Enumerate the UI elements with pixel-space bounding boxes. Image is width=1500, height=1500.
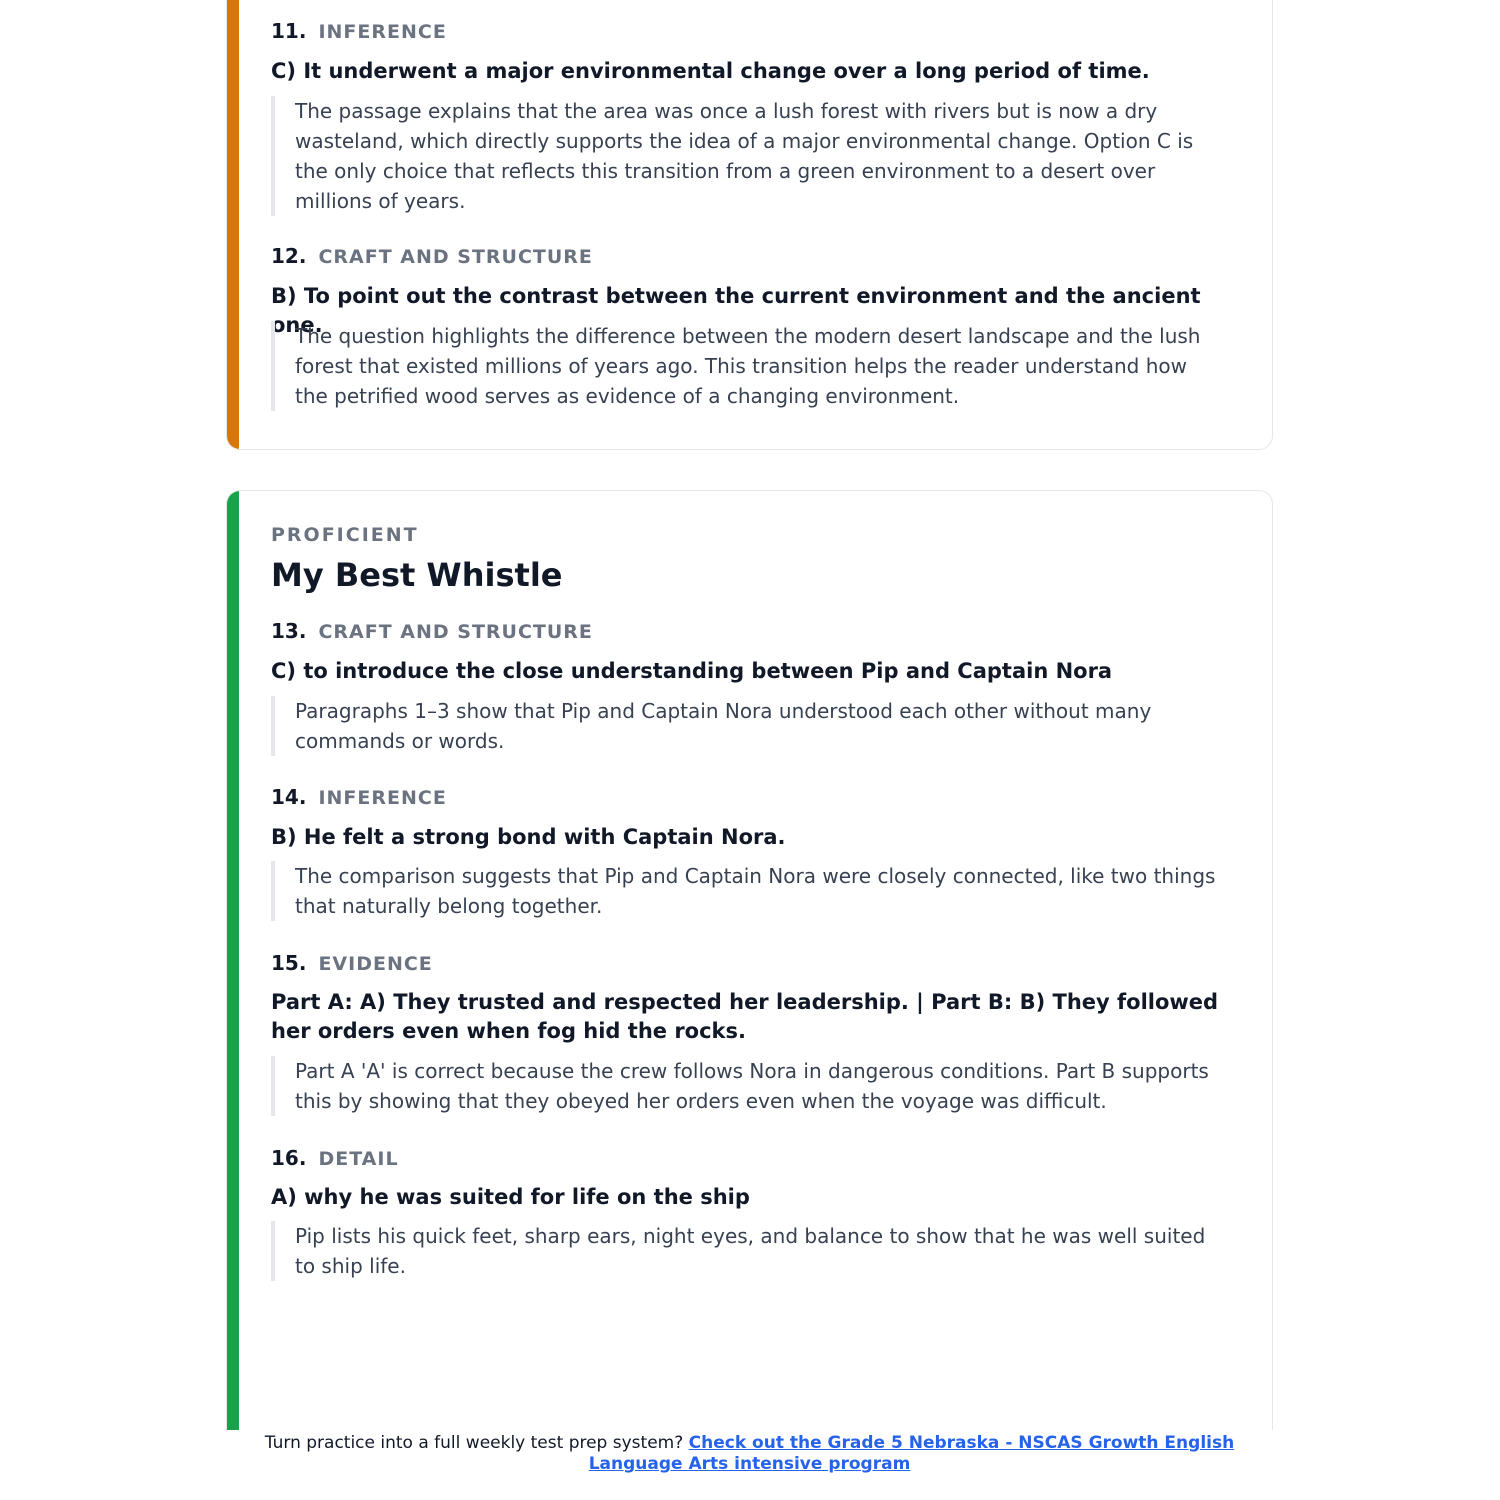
question-header-15 <box>271 951 433 975</box>
skill-label: INFERENCE <box>318 787 447 809</box>
answer-explanation: The comparison suggests that Pip and Captain Nora were closely connected, like two things that naturally belong together. <box>271 861 1225 921</box>
answer-text: B) To point out the contrast between the current environment and the ancient one. <box>271 284 1201 337</box>
answer-text: C) It underwent a major environmental change over a long period of time. <box>271 59 1150 83</box>
question-number: 11. <box>271 19 307 43</box>
answer-key-card-passage <box>226 490 1273 1430</box>
question-number: 12. <box>271 244 307 268</box>
passage-title: My Best Whistle <box>271 556 563 594</box>
question-number: 15. <box>271 951 307 975</box>
answer-text: C) to introduce the close understanding between Pip and Captain Nora <box>271 659 1113 683</box>
question-header-11 <box>271 19 447 43</box>
program-link[interactable]: Check out the Grade 5 Nebraska - NSCAS Growth English Language Arts intensive program <box>588 1433 1235 1474</box>
question-header-13 <box>271 619 593 643</box>
question-header-12 <box>271 244 593 268</box>
question-header-16 <box>271 1146 399 1170</box>
answer-text: Part A: A) They trusted and respected her leadership. | Part B: B) They followed her orders even when fog hid the rocks. <box>271 990 1219 1043</box>
skill-label: DETAIL <box>318 1148 399 1170</box>
footer-promo <box>226 1433 1273 1475</box>
question-number: 14. <box>271 785 307 809</box>
answer-explanation: Paragraphs 1–3 show that Pip and Captain Nora understood each other without many commands or words. <box>271 696 1225 756</box>
answer-explanation: Pip lists his quick feet, sharp ears, night eyes, and balance to show that he was well suited to ship life. <box>271 1221 1225 1281</box>
footer-text: Turn practice into a full weekly test prep system? <box>264 1433 684 1453</box>
skill-label: INFERENCE <box>318 21 447 43</box>
question-number: 16. <box>271 1146 307 1170</box>
answer-explanation: The passage explains that the area was once a lush forest with rivers but is now a dry wasteland, which directly supports the idea of a major environmental change. Option C is the only choice that reflects this transition from a green environment to a desert over millions of years. <box>271 96 1225 216</box>
level-label: PROFICIENT <box>271 524 419 546</box>
skill-label: CRAFT AND STRUCTURE <box>318 621 593 643</box>
answer-key-card-continued <box>226 0 1273 450</box>
question-header-14 <box>271 785 447 809</box>
answer-text: B) He felt a strong bond with Captain Nora. <box>271 825 786 849</box>
card-accent-bar <box>227 0 239 449</box>
answer-explanation: Part A 'A' is correct because the crew follows Nora in dangerous conditions. Part B supports this by showing that they obeyed her orders even when the voyage was difficult. <box>271 1056 1225 1116</box>
skill-label: CRAFT AND STRUCTURE <box>318 246 593 268</box>
question-number: 13. <box>271 619 307 643</box>
card-accent-bar <box>227 491 239 1430</box>
skill-label: EVIDENCE <box>318 953 433 975</box>
answer-text: A) why he was suited for life on the ship <box>271 1185 750 1209</box>
answer-explanation: The question highlights the difference between the modern desert landscape and the lush forest that existed millions of years ago. This transition helps the reader understand how the petrified wood serves as evidence of a changing environment. <box>271 321 1225 411</box>
